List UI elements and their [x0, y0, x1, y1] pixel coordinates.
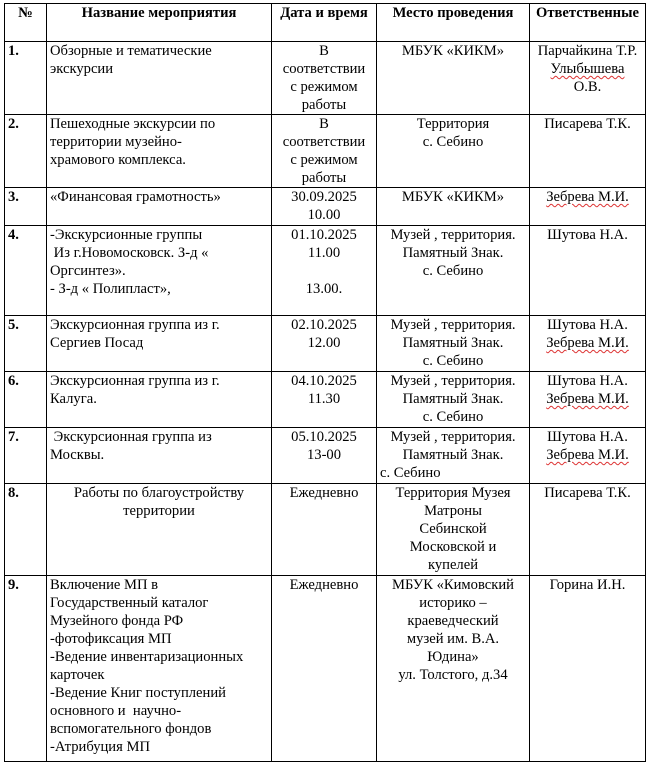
- event-name-line: «Финансовая грамотность»: [50, 189, 221, 205]
- event-name-cell: [47, 372, 272, 428]
- event-name-line: основного и научно-: [50, 703, 182, 719]
- event-name-line: карточек: [50, 667, 105, 683]
- responsible-cell: [530, 484, 646, 576]
- event-name-cell: [47, 484, 272, 576]
- event-name-line: Обзорные и тематические: [50, 43, 212, 59]
- row-number: 1.: [5, 42, 47, 115]
- venue-line: с. Себино: [380, 465, 441, 481]
- event-name-line: -Ведение инвентаризационных: [50, 649, 244, 665]
- event-name-line: Работы по благоустройству: [73, 485, 245, 501]
- event-name-cell: [47, 226, 272, 316]
- responsible-cell: [530, 42, 646, 115]
- date-cell: [272, 484, 377, 576]
- responsible-line: Горина И.Н.: [549, 577, 626, 593]
- date-line: работы: [301, 170, 347, 186]
- venue-line: с. Себино: [422, 263, 484, 279]
- responsible-cell: [530, 226, 646, 316]
- date-line: 05.10.2025: [291, 429, 357, 445]
- date-line: соответствии: [282, 61, 366, 77]
- table-row: [5, 576, 646, 762]
- venue-line: купелей: [427, 557, 479, 573]
- date-line: 10.00: [307, 207, 341, 223]
- venue-cell: [377, 42, 530, 115]
- table-row: [5, 188, 646, 226]
- header-number: №: [5, 4, 47, 42]
- event-name-line: Сергиев Посад: [50, 335, 144, 351]
- row-number: 4.: [5, 226, 47, 316]
- date-line: 04.10.2025: [291, 373, 357, 389]
- venue-line: Матроны: [424, 503, 482, 519]
- venue-line: с. Себино: [422, 134, 484, 150]
- date-line: соответствии: [282, 134, 366, 150]
- venue-line: музей им. В.А.: [406, 631, 500, 647]
- venue-cell: [377, 188, 530, 226]
- venue-cell: [377, 115, 530, 188]
- responsible-line: Зебрева М.И.: [546, 335, 629, 351]
- event-name-line: Из г.Новомосковск. З-д «: [50, 245, 209, 261]
- event-name-line: Пешеходные экскурсии по: [50, 116, 216, 132]
- venue-line: Памятный Знак.: [402, 447, 504, 463]
- venue-line: историко –: [419, 595, 487, 611]
- venue-line: Музей , территория.: [390, 227, 516, 243]
- responsible-line: Шутова Н.А.: [547, 373, 628, 389]
- venue-line: ул. Толстого, д.34: [398, 667, 508, 683]
- responsible-line: Зебрева М.И.: [546, 189, 629, 205]
- header-responsible: Ответственные: [530, 4, 646, 42]
- table-row: [5, 428, 646, 484]
- date-cell: [272, 188, 377, 226]
- event-name-line: Экскурсионная группа из г.: [50, 373, 220, 389]
- table-row: [5, 484, 646, 576]
- date-line: с режимом: [290, 152, 358, 168]
- responsible-line: Шутова Н.А.: [547, 227, 628, 243]
- events-table: [4, 3, 646, 762]
- event-name-line: -Ведение Книг поступлений: [50, 685, 226, 701]
- table-row: [5, 42, 646, 115]
- event-name-line: экскурсии: [50, 61, 114, 77]
- date-line-spacer: [275, 262, 373, 280]
- responsible-cell: [530, 316, 646, 372]
- event-name-cell: [47, 428, 272, 484]
- event-name-line: -Атрибуция МП: [50, 739, 150, 755]
- responsible-line: Писарева Т.К.: [544, 116, 631, 132]
- event-name-line: - З-д « Полипласт»,: [50, 281, 171, 297]
- venue-line: краеведческий: [407, 613, 499, 629]
- event-name-cell: [47, 115, 272, 188]
- event-name-line: Калуга.: [50, 391, 97, 407]
- responsible-line: Зебрева М.И.: [546, 391, 629, 407]
- date-cell: [272, 42, 377, 115]
- venue-line: Памятный Знак.: [402, 335, 504, 351]
- date-cell: [272, 428, 377, 484]
- table-row: [5, 226, 646, 316]
- venue-line: Памятный Знак.: [402, 391, 504, 407]
- date-cell: [272, 372, 377, 428]
- event-name-cell: [47, 316, 272, 372]
- event-name-line: Москвы.: [50, 447, 105, 463]
- venue-cell: [377, 576, 530, 762]
- venue-line: МБУК «Кимовский: [392, 577, 514, 593]
- date-line: 01.10.2025: [291, 227, 357, 243]
- event-name-line: территории музейно-: [50, 134, 182, 150]
- event-name-cell: [47, 576, 272, 762]
- event-name-line: территории: [123, 503, 195, 519]
- table-row: [5, 316, 646, 372]
- date-line: с режимом: [290, 79, 358, 95]
- row-number: 7.: [5, 428, 47, 484]
- responsible-line: Зебрева М.И.: [546, 447, 629, 463]
- venue-line: Московской и: [409, 539, 497, 555]
- date-line: 13-00: [306, 447, 342, 463]
- date-line: Ежедневно: [289, 577, 359, 593]
- responsible-cell: [530, 188, 646, 226]
- row-number: 8.: [5, 484, 47, 576]
- venue-line: Музей , территория.: [390, 317, 516, 333]
- date-line: 11.00: [307, 245, 341, 261]
- venue-line: с. Себино: [422, 353, 484, 369]
- event-name-line: храмового комплекса.: [50, 152, 186, 168]
- venue-line: Территория Музея: [395, 485, 511, 501]
- venue-cell: [377, 226, 530, 316]
- table-row: [5, 372, 646, 428]
- venue-line: Памятный Знак.: [402, 245, 504, 261]
- event-name-cell: [47, 42, 272, 115]
- date-line: 02.10.2025: [291, 317, 357, 333]
- responsible-line: Писарева Т.К.: [544, 485, 631, 501]
- venue-line: с. Себино: [422, 409, 484, 425]
- row-number: 3.: [5, 188, 47, 226]
- date-cell: [272, 115, 377, 188]
- date-line: 12.00: [307, 335, 341, 351]
- responsible-line: Шутова Н.А.: [547, 429, 628, 445]
- date-line: В: [319, 116, 329, 132]
- responsible-cell: [530, 576, 646, 762]
- event-name-line: Музейного фонда РФ: [50, 613, 184, 629]
- table-row: [5, 115, 646, 188]
- responsible-cell: [530, 115, 646, 188]
- responsible-cell: [530, 372, 646, 428]
- venue-cell: [377, 316, 530, 372]
- row-number: 6.: [5, 372, 47, 428]
- header-date-time: Дата и время: [272, 4, 377, 42]
- header-event-name: Название мероприятия: [47, 4, 272, 42]
- event-name-cell: [47, 188, 272, 226]
- event-name-line: -Экскурсионные группы: [50, 227, 203, 243]
- row-number: 9.: [5, 576, 47, 762]
- date-cell: [272, 226, 377, 316]
- event-name-line: Экскурсионная группа из г.: [50, 317, 220, 333]
- responsible-line: О.В.: [573, 79, 602, 95]
- event-name-line: Включение МП в: [50, 577, 159, 593]
- venue-cell: [377, 484, 530, 576]
- event-name-line: Оргсинтез».: [50, 263, 126, 279]
- event-name-line: -фотофиксация МП: [50, 631, 172, 647]
- date-cell: [272, 576, 377, 762]
- responsible-cell: [530, 428, 646, 484]
- venue-line: Музей , территория.: [390, 373, 516, 389]
- venue-line: Себинской: [419, 521, 487, 537]
- event-name-line: Государственный каталог: [50, 595, 209, 611]
- row-number: 2.: [5, 115, 47, 188]
- date-line: работы: [301, 97, 347, 113]
- date-line: 13.00.: [305, 281, 343, 297]
- date-line: 30.09.2025: [291, 189, 357, 205]
- venue-cell: [377, 372, 530, 428]
- responsible-line: Шутова Н.А.: [547, 317, 628, 333]
- date-line: В: [319, 43, 329, 59]
- date-line: Ежедневно: [289, 485, 359, 501]
- venue-line: Территория: [416, 116, 490, 132]
- date-cell: [272, 316, 377, 372]
- date-line: 11.30: [307, 391, 341, 407]
- header-row: [5, 4, 646, 42]
- venue-line: МБУК «КИКМ»: [401, 43, 505, 59]
- venue-line: Юдина»: [427, 649, 479, 665]
- header-venue: Место проведения: [377, 4, 530, 42]
- venue-cell: [377, 428, 530, 484]
- responsible-line: Парчайкина Т.Р.: [537, 43, 638, 59]
- event-name-line: вспомогательного фондов: [50, 721, 212, 737]
- venue-line: Музей , территория.: [390, 429, 516, 445]
- row-number: 5.: [5, 316, 47, 372]
- event-name-line: Экскурсионная группа из: [50, 429, 212, 445]
- responsible-line: Улыбышева: [550, 61, 625, 77]
- venue-line: МБУК «КИКМ»: [401, 189, 505, 205]
